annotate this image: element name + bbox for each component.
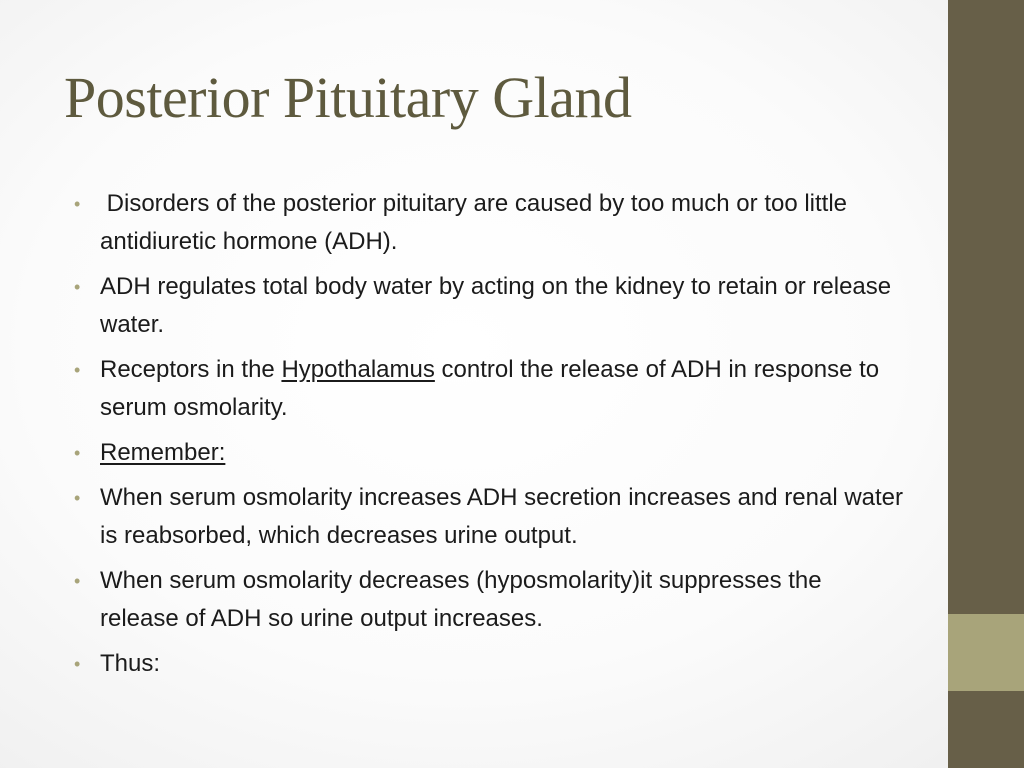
side-accent-block xyxy=(948,614,1024,691)
bullet-item-osmolarity-decreases xyxy=(74,562,904,638)
bullet-dot-icon: • xyxy=(74,654,81,674)
bullet-item-disorders xyxy=(74,185,904,261)
bullet-text: ADH regulates total body water by acting on the kidney to retain or release water. xyxy=(100,273,892,338)
bullet-text: Thus: xyxy=(100,650,161,677)
bullet-list xyxy=(74,185,904,690)
bullet-item-adh-regulates xyxy=(74,268,904,344)
bullet-dot-icon: • xyxy=(74,571,81,591)
bullet-dot-icon: • xyxy=(74,277,81,297)
bullet-text-before: Receptors in the xyxy=(100,356,282,383)
bullet-dot-icon: • xyxy=(74,194,81,214)
bullet-text: When serum osmolarity increases ADH secretion increases and renal water is reabsorbed, which decreases urine output. xyxy=(100,484,904,549)
remember-link[interactable]: Remember: xyxy=(100,439,226,466)
bullet-item-thus xyxy=(74,645,904,683)
bullet-item-osmolarity-increases xyxy=(74,479,904,555)
slide-title: Posterior Pituitary Gland xyxy=(64,65,632,130)
bullet-text: When serum osmolarity decreases (hyposmolarity)it suppresses the release of ADH so urine output increases. xyxy=(100,567,822,632)
bullet-item-receptors xyxy=(74,351,904,427)
bullet-item-remember xyxy=(74,434,904,472)
bullet-text-after: control the release of ADH in response to serum osmolarity. xyxy=(100,356,886,421)
bullet-dot-icon: • xyxy=(74,360,81,380)
bullet-dot-icon: • xyxy=(74,443,81,463)
hypothalamus-link[interactable]: Hypothalamus xyxy=(281,356,435,383)
bullet-dot-icon: • xyxy=(74,488,81,508)
bullet-text: Disorders of the posterior pituitary are caused by too much or too little antidiuretic hormone (ADH). xyxy=(100,190,854,255)
